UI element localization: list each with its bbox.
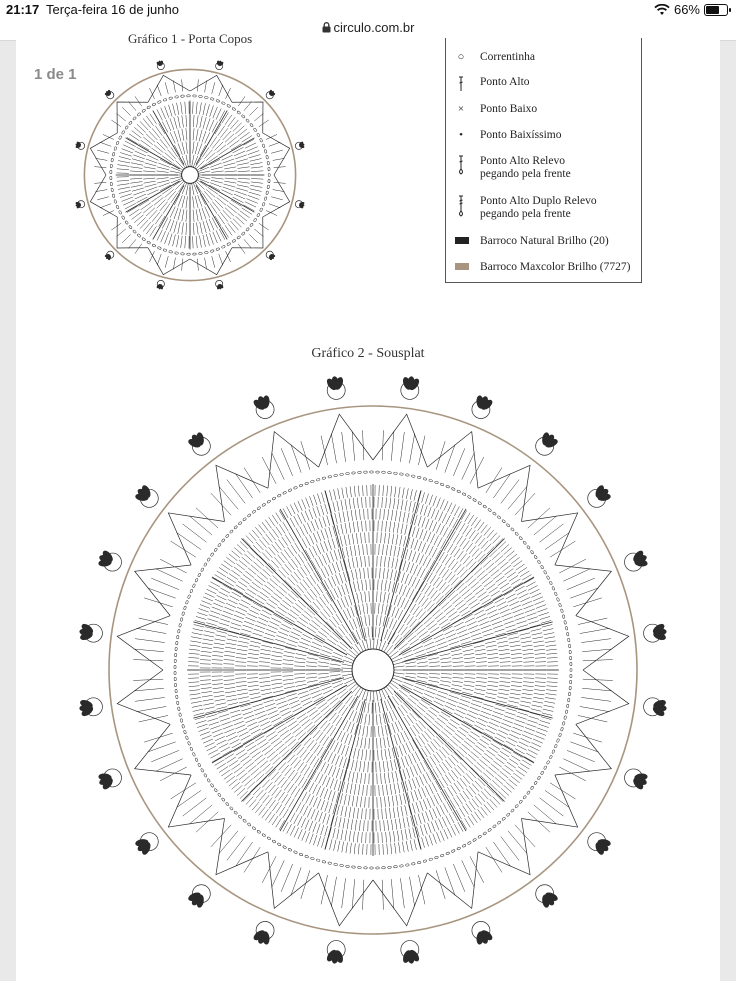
chart2-title: Gráfico 2 - Sousplat: [311, 346, 425, 361]
battery-percent: 66%: [673, 2, 700, 17]
battery-level: [706, 6, 719, 14]
legend-label: Barroco Natural Brilho (20): [480, 235, 609, 247]
front-post-tr-icon: [454, 195, 468, 220]
legend-label-line2: pegando pela frente: [480, 208, 571, 220]
front-post-dc-icon: [454, 155, 468, 178]
url-text: circulo.com.br: [333, 20, 415, 35]
legend-label: Ponto Alto Duplo Relevo: [480, 195, 597, 207]
yarn-color-swatch-beige: [455, 263, 469, 270]
legend-label: Ponto Baixíssimo: [480, 129, 562, 141]
legend-label: Ponto Alto Relevo: [480, 155, 565, 167]
legend-label: Ponto Baixo: [480, 103, 538, 115]
doily-pattern: [79, 376, 667, 964]
page-indicator: 1 de 1: [34, 66, 77, 83]
double-crochet-icon: [454, 76, 468, 95]
status-date: Terça-feira 16 de junho: [46, 2, 179, 17]
legend-label: Correntinha: [480, 51, 535, 63]
single-crochet-icon: ×: [457, 103, 465, 115]
chart1-title: Gráfico 1 - Porta Copos: [128, 31, 253, 46]
doily-pattern: [75, 60, 305, 290]
battery-icon: [704, 4, 728, 16]
status-time: 21:17: [6, 2, 40, 17]
chain-stitch-icon: ○: [457, 51, 465, 63]
url-display[interactable]: [0, 20, 736, 35]
legend-label: Barroco Maxcolor Brilho (7727): [480, 261, 631, 273]
wifi-icon: [654, 4, 670, 16]
yarn-color-swatch-dark: [455, 237, 469, 244]
stitch-legend: [445, 38, 642, 283]
slip-stitch-icon: •: [459, 129, 463, 141]
legend-label: Ponto Alto: [480, 76, 530, 88]
chart2-placemat-doily: [73, 370, 673, 970]
chart1-coaster-doily: [70, 55, 310, 295]
legend-label-line2: pegando pela frente: [480, 168, 571, 180]
lock-icon: [322, 22, 331, 33]
status-indicators: [654, 2, 728, 17]
